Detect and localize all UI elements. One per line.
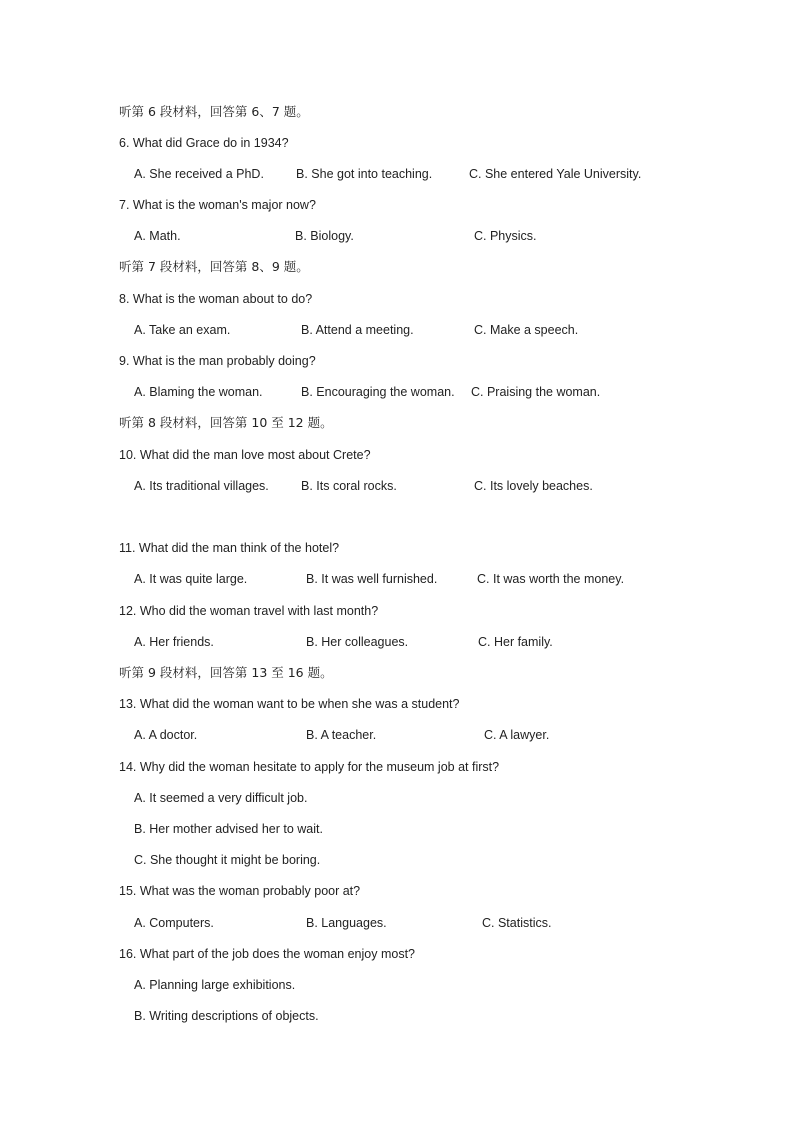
question-text: 7. What is the woman's major now? xyxy=(119,198,316,212)
option-a: A. Her friends. xyxy=(134,635,214,649)
option-b: B. Biology. xyxy=(295,229,354,243)
option-c: C. Praising the woman. xyxy=(471,385,601,399)
option-a: A. Computers. xyxy=(134,916,214,930)
option-c: C. Make a speech. xyxy=(474,323,579,337)
section-heading: 听第 6 段材料，回答第 6、7 题。 xyxy=(119,104,309,119)
option-a: A. Take an exam. xyxy=(134,323,231,337)
option-b: B. Her colleagues. xyxy=(306,635,409,649)
option-b: B. Languages. xyxy=(306,916,387,930)
question-text: 12. Who did the woman travel with last month? xyxy=(119,604,379,618)
option-c: C. She entered Yale University. xyxy=(469,167,642,181)
option-b: B. She got into teaching. xyxy=(296,167,433,181)
option-b: B. Encouraging the woman. xyxy=(301,385,455,399)
option-b: B. Writing descriptions of objects. xyxy=(134,1009,319,1023)
section-heading: 听第 8 段材料，回答第 10 至 12 题。 xyxy=(119,415,333,430)
question-text: 16. What part of the job does the woman enjoy most? xyxy=(119,947,416,961)
option-a: A. Its traditional villages. xyxy=(134,479,269,493)
option-a: A. Blaming the woman. xyxy=(134,385,263,399)
question-text: 10. What did the man love most about Crete? xyxy=(119,448,371,462)
option-a: A. It was quite large. xyxy=(134,572,248,586)
question-text: 9. What is the man probably doing? xyxy=(119,354,316,368)
option-b: B. A teacher. xyxy=(306,728,377,742)
question-text: 6. What did Grace do in 1934? xyxy=(119,136,289,150)
option-c: C. Physics. xyxy=(474,229,537,243)
option-a: A. It seemed a very difficult job. xyxy=(134,791,308,805)
option-a: A. A doctor. xyxy=(134,728,198,742)
question-text: 13. What did the woman want to be when she was a student? xyxy=(119,697,460,711)
section-heading: 听第 9 段材料，回答第 13 至 16 题。 xyxy=(119,665,333,680)
question-text: 8. What is the woman about to do? xyxy=(119,292,313,306)
option-c: C. Its lovely beaches. xyxy=(474,479,593,493)
section-heading: 听第 7 段材料，回答第 8、9 题。 xyxy=(119,259,309,274)
option-b: B. Her mother advised her to wait. xyxy=(134,822,323,836)
option-c: C. Statistics. xyxy=(482,916,552,930)
option-a: A. She received a PhD. xyxy=(134,167,264,181)
option-b: B. It was well furnished. xyxy=(306,572,438,586)
option-b: B. Attend a meeting. xyxy=(301,323,414,337)
question-text: 14. Why did the woman hesitate to apply for the museum job at first? xyxy=(119,760,500,774)
option-b: B. Its coral rocks. xyxy=(301,479,397,493)
question-text: 15. What was the woman probably poor at? xyxy=(119,884,361,898)
option-c: C. It was worth the money. xyxy=(477,572,625,586)
option-c: C. Her family. xyxy=(478,635,553,649)
option-c: C. A lawyer. xyxy=(484,728,550,742)
option-a: A. Planning large exhibitions. xyxy=(134,978,296,992)
option-a: A. Math. xyxy=(134,229,181,243)
question-text: 11. What did the man think of the hotel? xyxy=(119,541,340,555)
option-c: C. She thought it might be boring. xyxy=(134,853,321,867)
